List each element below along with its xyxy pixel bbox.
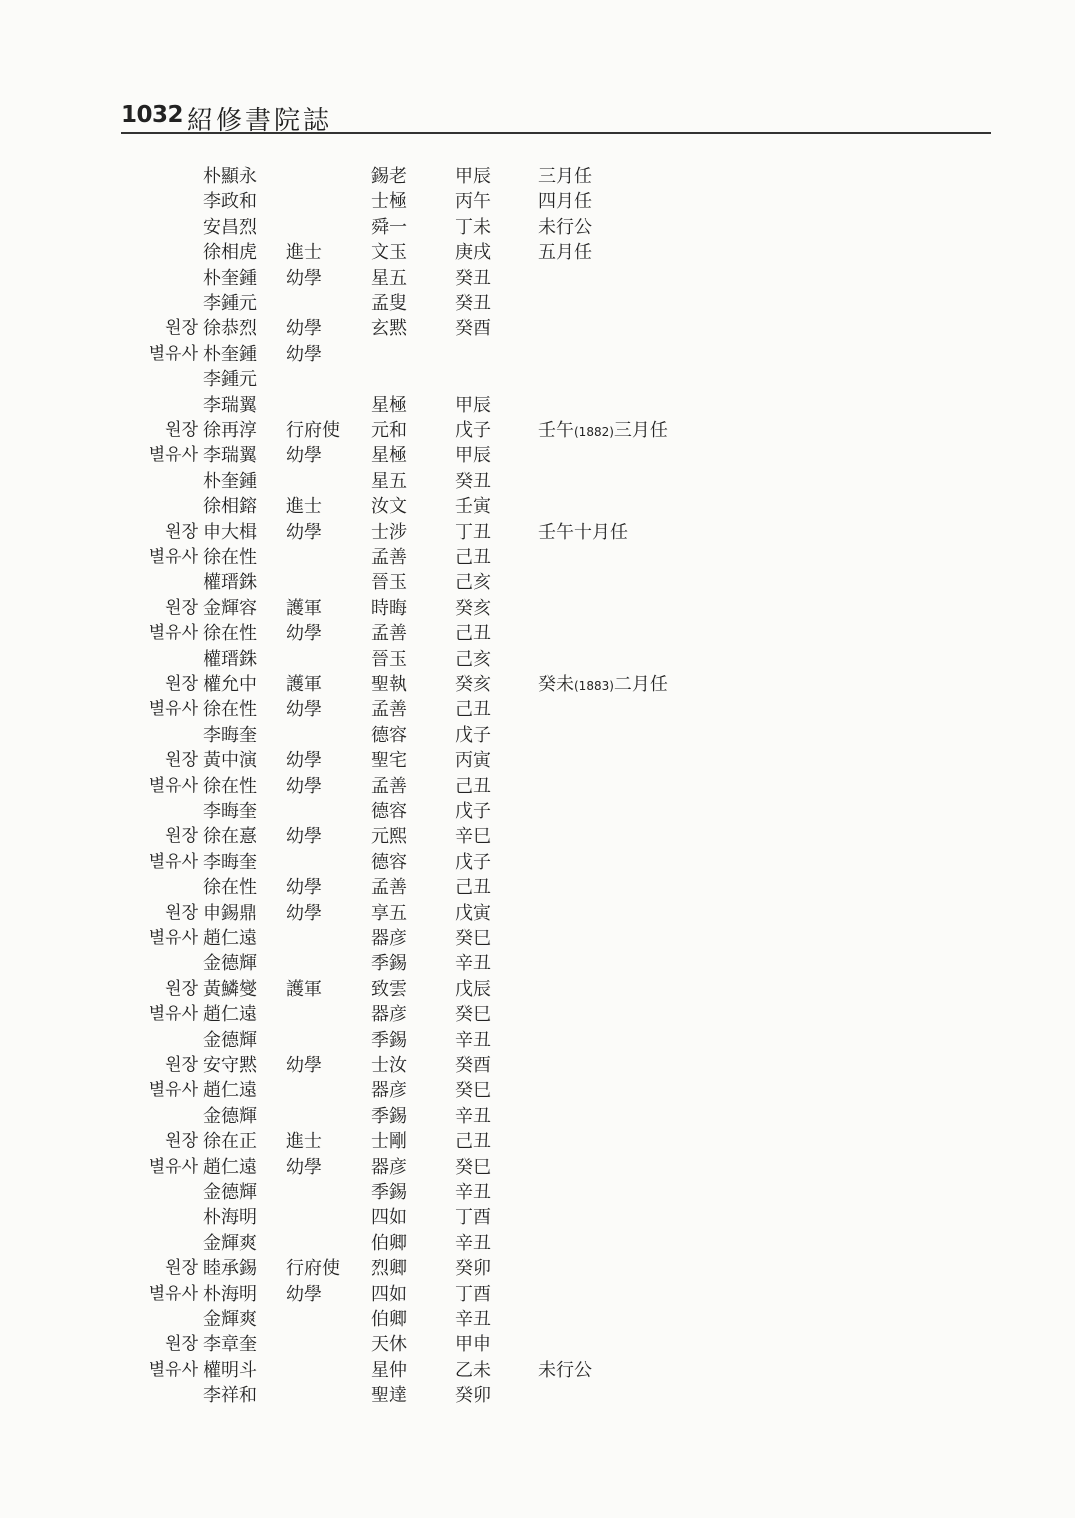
person-name: 金德輝: [203, 1182, 257, 1203]
courtesy-name: 烈卿: [371, 1258, 407, 1280]
courtesy-name: 器彦: [371, 1080, 407, 1102]
courtesy-name: 時晦: [371, 597, 407, 619]
courtesy-name: 享五: [371, 902, 407, 924]
person-title: 幼學: [286, 623, 322, 645]
person-name: 徐在性: [203, 623, 257, 645]
birth-year: 戊子: [455, 420, 491, 441]
birth-year: 甲辰: [455, 445, 491, 467]
birth-year: 辛丑: [455, 1182, 491, 1203]
roster-row: [0, 1383, 1075, 1408]
roster-row: [0, 443, 1075, 468]
courtesy-name: 晉玉: [371, 572, 407, 594]
role-label: 원장: [165, 750, 198, 771]
person-name: 趙仁遠: [203, 1004, 257, 1026]
appointment-note: 未行公: [538, 1359, 592, 1381]
birth-year: 己亥: [455, 572, 491, 594]
role-label: 별유사: [148, 851, 198, 872]
birth-year: 癸亥: [455, 597, 491, 619]
person-name: 申錫鼎: [203, 902, 257, 924]
appointment-note: 三月任: [538, 166, 592, 187]
roster-row: [0, 1155, 1075, 1180]
person-name: 徐在正: [203, 1131, 257, 1153]
courtesy-name: 聖宅: [371, 750, 407, 772]
courtesy-name: 元熙: [371, 826, 407, 848]
birth-year: 辛丑: [455, 953, 491, 975]
roster-row: [0, 1231, 1075, 1256]
birth-year: 癸酉: [455, 318, 491, 340]
person-title: 進士: [286, 1131, 322, 1153]
courtesy-name: 星極: [371, 445, 407, 467]
person-name: 徐相鎔: [203, 496, 257, 518]
courtesy-name: 致雲: [371, 978, 407, 1000]
courtesy-name: 舜一: [371, 216, 407, 238]
birth-year: 癸亥: [455, 674, 491, 695]
courtesy-name: 士剛: [371, 1131, 407, 1153]
birth-year: 癸巳: [455, 1004, 491, 1026]
birth-year: 丁酉: [455, 1207, 491, 1229]
birth-year: 戊子: [455, 801, 491, 822]
roster-row: [0, 240, 1075, 265]
courtesy-name: 汝文: [371, 496, 407, 518]
person-title: 幼學: [286, 750, 322, 772]
person-title: 幼學: [286, 318, 322, 340]
person-title: 幼學: [286, 775, 322, 797]
courtesy-name: 孟叟: [371, 293, 407, 314]
person-name: 金輝爽: [203, 1232, 257, 1254]
person-name: 李祥和: [203, 1385, 257, 1407]
roster-row: [0, 621, 1075, 646]
birth-year: 壬寅: [455, 496, 491, 518]
role-label: 원장: [165, 1055, 198, 1075]
courtesy-name: 錫老: [371, 166, 407, 187]
appointment-note: [538, 418, 668, 445]
note-month: 三月任: [613, 420, 668, 441]
role-label: 원장: [165, 674, 198, 694]
birth-year: 己丑: [455, 623, 491, 645]
roster-row: [0, 1053, 1075, 1078]
person-name: 徐在憙: [203, 826, 257, 848]
birth-year: 己丑: [455, 699, 491, 721]
person-name: 金輝容: [203, 597, 257, 619]
person-title: 幼學: [286, 521, 322, 543]
courtesy-name: 星五: [371, 267, 407, 289]
birth-year: 癸巳: [455, 928, 491, 949]
birth-year: 戊辰: [455, 978, 491, 1000]
courtesy-name: 孟善: [371, 623, 407, 645]
birth-year: 辛丑: [455, 1232, 491, 1254]
roster-row: [0, 494, 1075, 519]
person-name: 李政和: [203, 191, 257, 213]
role-label: 별유사: [148, 623, 198, 644]
person-name: 趙仁遠: [203, 1156, 257, 1178]
roster-row: [0, 291, 1075, 316]
birth-year: 辛巳: [455, 826, 491, 848]
courtesy-name: 天休: [371, 1334, 407, 1356]
birth-year: 丁酉: [455, 1283, 491, 1305]
birth-year: 丙午: [455, 191, 491, 213]
courtesy-name: 聖執: [371, 674, 407, 695]
roster-row: [0, 342, 1075, 367]
person-name: 權瑨銖: [203, 572, 257, 594]
note-year: 癸未: [538, 674, 574, 695]
courtesy-name: 孟善: [371, 547, 407, 568]
birth-year: 丁丑: [455, 521, 491, 543]
birth-year: 乙未: [455, 1359, 491, 1381]
person-name: 朴奎鍾: [203, 470, 257, 492]
person-title: 護軍: [286, 978, 322, 1000]
role-label: 별유사: [148, 1156, 198, 1177]
person-name: 李瑞翼: [203, 394, 257, 416]
person-name: 權瑨銖: [203, 648, 257, 670]
appointment-note: 五月任: [538, 242, 592, 264]
person-name: 徐恭烈: [203, 318, 257, 340]
role-label: 별유사: [148, 1359, 198, 1380]
birth-year: 己丑: [455, 547, 491, 568]
courtesy-name: 星仲: [371, 1359, 407, 1381]
person-name: 黃中演: [203, 750, 257, 772]
person-name: 李晦奎: [203, 724, 257, 746]
person-title: 幼學: [286, 1156, 322, 1178]
person-name: 徐在性: [203, 699, 257, 721]
birth-year: 癸卯: [455, 1385, 491, 1407]
role-label: 별유사: [148, 1004, 198, 1025]
courtesy-name: 德容: [371, 724, 407, 746]
roster-row: [0, 774, 1075, 799]
roster-row: [0, 316, 1075, 341]
birth-year: 癸卯: [455, 1258, 491, 1280]
note-year: 壬午: [538, 420, 574, 441]
person-title: 幼學: [286, 1283, 322, 1305]
roster-row: [0, 850, 1075, 875]
role-label: 별유사: [148, 343, 198, 364]
person-name: 徐再淳: [203, 420, 257, 441]
person-title: 幼學: [286, 902, 322, 924]
roster-row: [0, 1332, 1075, 1357]
roster-row: [0, 951, 1075, 976]
person-name: 朴顯永: [203, 166, 257, 187]
appointment-note: 壬午十月任: [538, 521, 628, 543]
birth-year: 戊寅: [455, 902, 491, 924]
person-name: 權明斗: [203, 1359, 257, 1381]
roster-row: [0, 647, 1075, 672]
appointment-note: 四月任: [538, 191, 592, 213]
person-title: 幼學: [286, 445, 322, 467]
person-name: 朴海明: [203, 1283, 257, 1305]
roster-row: [0, 215, 1075, 240]
role-label: 별유사: [148, 775, 198, 796]
person-name: 朴奎鍾: [203, 343, 257, 365]
courtesy-name: 孟善: [371, 699, 407, 721]
birth-year: 癸丑: [455, 267, 491, 289]
roster-row: [0, 1078, 1075, 1103]
role-label: 원장: [165, 1131, 198, 1152]
roster-row: [0, 901, 1075, 926]
person-title: 幼學: [286, 267, 322, 289]
birth-year: 辛丑: [455, 1105, 491, 1127]
birth-year: 丁未: [455, 216, 491, 238]
courtesy-name: 士涉: [371, 521, 407, 543]
person-title: 幼學: [286, 343, 322, 365]
person-name: 李晦奎: [203, 801, 257, 822]
courtesy-name: 德容: [371, 851, 407, 873]
roster-row: [0, 926, 1075, 951]
roster-row: [0, 1205, 1075, 1230]
courtesy-name: 星五: [371, 470, 407, 492]
roster-row: [0, 1002, 1075, 1027]
person-name: 申大楫: [203, 521, 257, 543]
courtesy-name: 器彦: [371, 1004, 407, 1026]
birth-year: 辛丑: [455, 1309, 491, 1330]
courtesy-name: 士極: [371, 191, 407, 213]
note-month: 二月任: [613, 674, 668, 695]
person-name: 安昌烈: [203, 216, 257, 238]
person-title: 護軍: [286, 674, 322, 695]
person-title: 行府使: [286, 420, 340, 441]
courtesy-name: 器彦: [371, 928, 407, 949]
courtesy-name: 伯卿: [371, 1232, 407, 1254]
role-label: 원장: [165, 521, 198, 542]
role-label: 원장: [165, 978, 198, 999]
courtesy-name: 聖達: [371, 1385, 407, 1407]
person-title: 幼學: [286, 1055, 322, 1076]
courtesy-name: 伯卿: [371, 1309, 407, 1330]
appointment-note: 未行公: [538, 216, 592, 238]
person-title: 護軍: [286, 597, 322, 619]
roster-row: [0, 367, 1075, 392]
roster-row: [0, 1129, 1075, 1154]
courtesy-name: 季錫: [371, 1029, 407, 1051]
person-name: 金輝爽: [203, 1309, 257, 1330]
courtesy-name: 士汝: [371, 1055, 407, 1076]
person-name: 金德輝: [203, 1029, 257, 1051]
courtesy-name: 玄黙: [371, 318, 407, 340]
roster-row: [0, 469, 1075, 494]
roster-row: [0, 596, 1075, 621]
birth-year: 甲申: [455, 1334, 491, 1356]
roster-row: [0, 164, 1075, 189]
roster-row: [0, 1180, 1075, 1205]
person-title: 進士: [286, 242, 322, 264]
roster-row: [0, 1358, 1075, 1383]
roster-row: [0, 875, 1075, 900]
person-name: 徐在性: [203, 775, 257, 797]
role-label: 별유사: [148, 1283, 198, 1304]
courtesy-name: 德容: [371, 801, 407, 822]
person-name: 李瑞翼: [203, 445, 257, 467]
person-title: 幼學: [286, 877, 322, 899]
birth-year: 癸酉: [455, 1055, 491, 1076]
birth-year: 癸丑: [455, 293, 491, 314]
roster-row: [0, 824, 1075, 849]
birth-year: 己丑: [455, 877, 491, 899]
role-label: 별유사: [148, 1080, 198, 1101]
courtesy-name: 星極: [371, 394, 407, 416]
roster-row: [0, 672, 1075, 697]
birth-year: 己丑: [455, 775, 491, 797]
roster-row: [0, 1256, 1075, 1281]
courtesy-name: 器彦: [371, 1156, 407, 1178]
person-name: 安守黙: [203, 1055, 257, 1076]
person-title: 進士: [286, 496, 322, 518]
birth-year: 癸巳: [455, 1156, 491, 1178]
page-number: 1032: [121, 102, 184, 128]
roster-row: [0, 1104, 1075, 1129]
roster-row: [0, 1028, 1075, 1053]
courtesy-name: 孟善: [371, 877, 407, 899]
roster-row: [0, 1307, 1075, 1332]
appointment-note: [538, 672, 668, 699]
person-name: 李鍾元: [203, 369, 257, 391]
role-label: 원장: [165, 902, 198, 923]
role-label: 별유사: [148, 547, 198, 567]
courtesy-name: 季錫: [371, 953, 407, 975]
role-label: 별유사: [148, 699, 198, 720]
birth-year: 丙寅: [455, 750, 491, 772]
role-label: 별유사: [148, 928, 198, 948]
person-name: 徐在性: [203, 547, 257, 568]
page-header: [121, 100, 991, 136]
role-label: 원장: [165, 597, 198, 618]
role-label: 별유사: [148, 445, 198, 466]
person-name: 朴奎鍾: [203, 267, 257, 289]
birth-year: 戊子: [455, 724, 491, 746]
person-name: 李章奎: [203, 1334, 257, 1356]
roster-row: [0, 723, 1075, 748]
roster-row: [0, 189, 1075, 214]
person-name: 李鍾元: [203, 293, 257, 314]
person-name: 趙仁遠: [203, 1080, 257, 1102]
person-title: 幼學: [286, 826, 322, 848]
person-title: 行府使: [286, 1258, 340, 1280]
note-western-year: (1883): [574, 679, 614, 693]
courtesy-name: 季錫: [371, 1182, 407, 1203]
roster-row: [0, 545, 1075, 570]
birth-year: 己亥: [455, 648, 491, 670]
birth-year: 癸丑: [455, 470, 491, 492]
role-label: 원장: [165, 1258, 198, 1279]
person-name: 李晦奎: [203, 851, 257, 873]
birth-year: 庚戌: [455, 242, 491, 264]
note-western-year: (1882): [574, 425, 614, 439]
birth-year: 癸巳: [455, 1080, 491, 1102]
role-label: 원장: [165, 318, 198, 339]
birth-year: 己丑: [455, 1131, 491, 1153]
birth-year: 甲辰: [455, 166, 491, 187]
header-rule: [121, 132, 991, 134]
person-name: 徐在性: [203, 877, 257, 899]
roster-row: [0, 748, 1075, 773]
birth-year: 戊子: [455, 851, 491, 873]
person-name: 權允中: [203, 674, 257, 695]
role-label: 원장: [165, 1334, 198, 1355]
roster-row: [0, 697, 1075, 722]
courtesy-name: 四如: [371, 1283, 407, 1305]
person-name: 金德輝: [203, 1105, 257, 1127]
roster-row: [0, 520, 1075, 545]
person-name: 黃鱗燮: [203, 978, 257, 1000]
roster-row: [0, 799, 1075, 824]
person-name: 朴海明: [203, 1207, 257, 1229]
person-name: 徐相虎: [203, 242, 257, 264]
roster-row: [0, 266, 1075, 291]
roster-row: [0, 418, 1075, 443]
person-name: 金德輝: [203, 953, 257, 975]
birth-year: 辛丑: [455, 1029, 491, 1051]
role-label: 원장: [165, 826, 198, 847]
courtesy-name: 文玉: [371, 242, 407, 264]
roster-row: [0, 570, 1075, 595]
roster-row: [0, 393, 1075, 418]
courtesy-name: 季錫: [371, 1105, 407, 1127]
role-label: 원장: [165, 420, 198, 440]
birth-year: 甲辰: [455, 394, 491, 416]
person-name: 睦承錫: [203, 1258, 257, 1280]
courtesy-name: 四如: [371, 1207, 407, 1229]
person-title: 幼學: [286, 699, 322, 721]
courtesy-name: 孟善: [371, 775, 407, 797]
courtesy-name: 元和: [371, 420, 407, 441]
courtesy-name: 晉玉: [371, 648, 407, 670]
roster-row: [0, 1282, 1075, 1307]
person-name: 趙仁遠: [203, 928, 257, 949]
roster-row: [0, 977, 1075, 1002]
book-title: 紹修書院誌: [187, 106, 333, 136]
